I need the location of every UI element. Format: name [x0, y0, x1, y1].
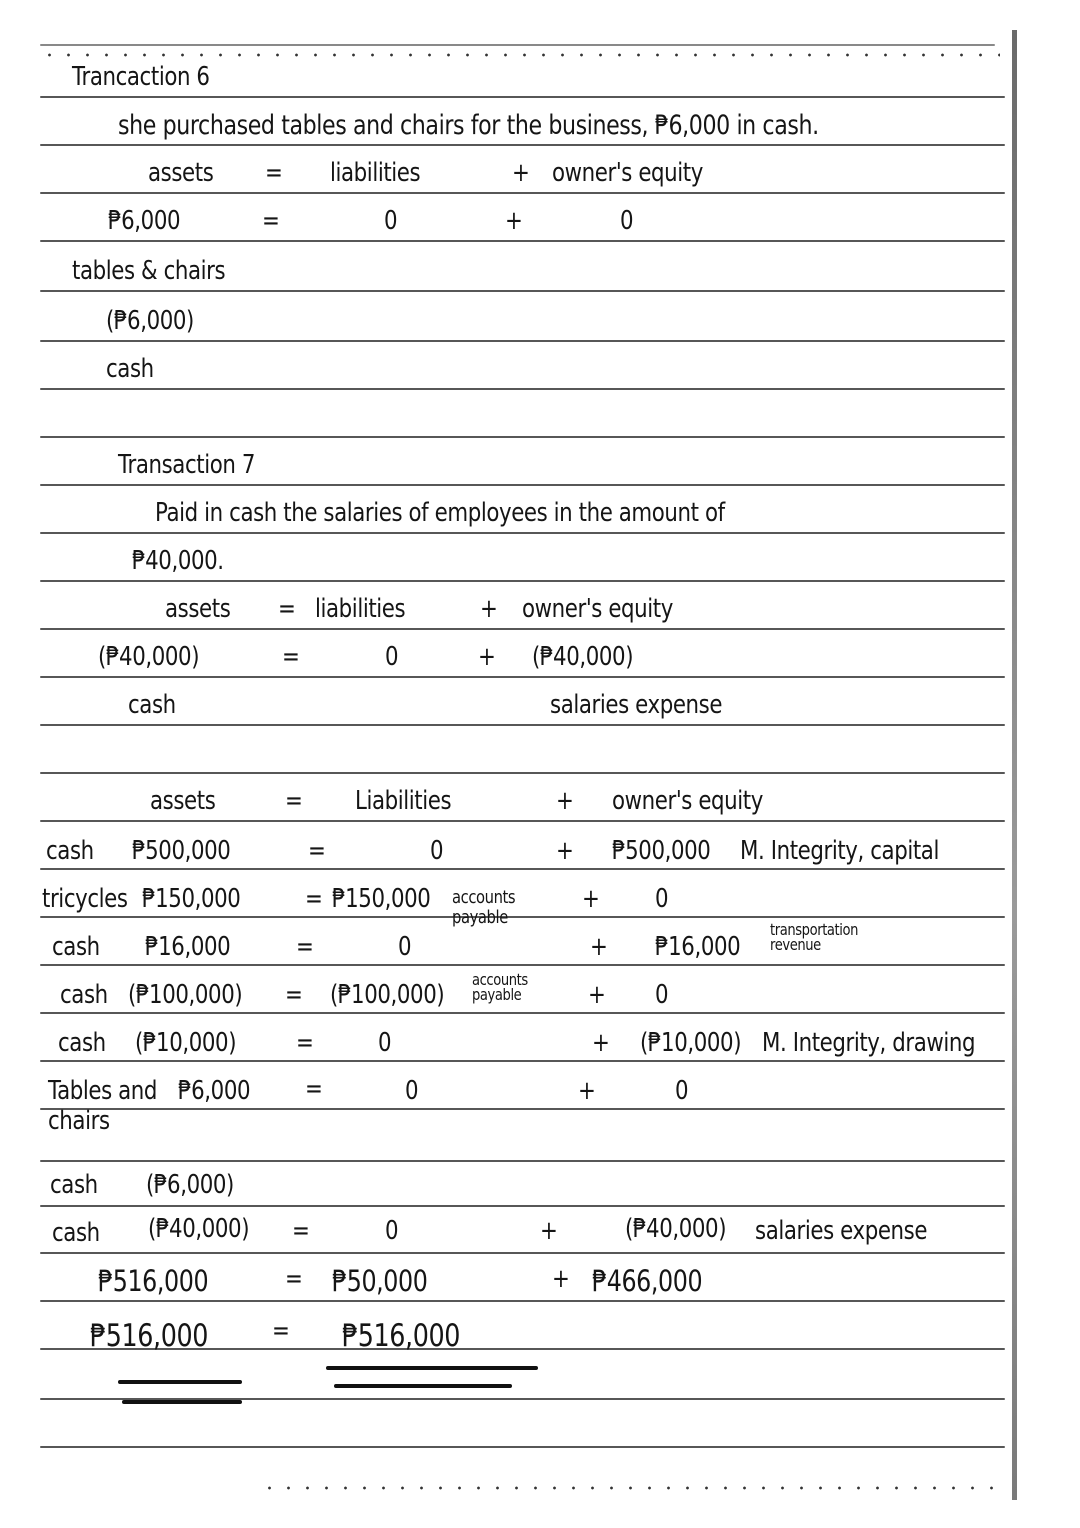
assets-heading: assets	[165, 594, 231, 624]
assets-value: (₱10,000)	[135, 1028, 237, 1058]
transaction-6-description: she purchased tables and chairs for the business, ₱6,000 in cash.	[118, 110, 819, 141]
liabilities-value: ₱150,000	[332, 884, 431, 914]
total-owners-equity: ₱466,000	[592, 1264, 703, 1298]
assets-value: (₱40,000)	[148, 1214, 250, 1244]
notebook-spine	[1012, 30, 1017, 1500]
assets-value: (₱100,000)	[128, 980, 243, 1010]
ruled-line	[40, 96, 1005, 98]
plus-sign: +	[592, 1028, 610, 1058]
equity-value: 0	[620, 206, 634, 236]
liabilities-value: 0	[398, 932, 412, 962]
account-label: cash	[52, 1218, 100, 1248]
ruled-line	[40, 1012, 1005, 1014]
equals-sign: =	[305, 1074, 323, 1104]
ruled-line	[40, 144, 1005, 146]
ruled-line	[40, 820, 1005, 822]
equals-sign: =	[296, 932, 314, 962]
double-underline	[334, 1384, 512, 1388]
ruled-line	[40, 724, 1005, 726]
equals-sign: =	[296, 1028, 314, 1058]
double-underline	[118, 1380, 242, 1384]
assets-value: ₱150,000	[142, 884, 241, 914]
equity-value: (₱40,000)	[625, 1214, 727, 1244]
ruled-line	[40, 772, 1005, 774]
equity-account-label: salaries expense	[550, 690, 723, 720]
equity-account-note: transportation revenue	[770, 920, 859, 954]
owners-equity-heading: owner's equity	[522, 594, 673, 624]
perforation-bottom	[260, 1485, 1000, 1491]
equity-value: (₱10,000)	[640, 1028, 742, 1058]
ruled-line	[40, 532, 1005, 534]
liabilities-heading: liabilities	[330, 158, 421, 188]
assets-value: ₱16,000	[145, 932, 231, 962]
assets-value: ₱6,000	[108, 206, 181, 236]
plus-sign: +	[582, 884, 600, 914]
ruled-line	[40, 340, 1005, 342]
account-label: cash	[46, 836, 94, 866]
assets-value: (₱40,000)	[98, 642, 200, 672]
ruled-line	[40, 676, 1005, 678]
balance-check-assets: ₱516,000	[90, 1318, 209, 1354]
plus-sign: +	[512, 158, 530, 188]
perforation-top	[40, 52, 1000, 58]
liabilities-account-note: accounts payable	[472, 970, 528, 1004]
equity-account-note: M. Integrity, capital	[740, 836, 939, 866]
equals-sign: =	[282, 642, 300, 672]
assets-value: (₱6,000)	[106, 306, 194, 336]
liabilities-account-note: accounts payable	[452, 887, 516, 928]
ruled-line	[40, 240, 1005, 242]
liabilities-value: 0	[385, 1216, 399, 1246]
account-label: cash	[50, 1170, 98, 1200]
account-label: tricycles	[42, 884, 128, 914]
equity-value: 0	[655, 884, 669, 914]
equals-sign: =	[308, 836, 326, 866]
transaction-6-title: Trancaction 6	[72, 62, 210, 92]
equity-value: 0	[675, 1076, 689, 1106]
owners-equity-heading: owner's equity	[552, 158, 703, 188]
asset-account-label: cash	[106, 354, 154, 384]
ruled-line	[40, 580, 1005, 582]
total-assets: ₱516,000	[98, 1264, 209, 1298]
equals-sign: =	[285, 1264, 303, 1294]
account-label: cash	[58, 1028, 106, 1058]
ruled-line	[40, 388, 1005, 390]
ruled-line	[40, 192, 1005, 194]
equity-value: ₱16,000	[655, 932, 741, 962]
equity-value: (₱40,000)	[532, 642, 634, 672]
double-underline	[326, 1366, 538, 1370]
liabilities-heading: Liabilities	[355, 786, 452, 816]
liabilities-value: 0	[430, 836, 444, 866]
liabilities-value: 0	[384, 206, 398, 236]
transaction-7-title: Transaction 7	[118, 450, 255, 480]
ruled-line	[40, 44, 995, 46]
total-liabilities: ₱50,000	[332, 1264, 428, 1298]
equity-value: 0	[655, 980, 669, 1010]
equals-sign: =	[265, 158, 283, 188]
balance-check-liabilities-equity: ₱516,000	[342, 1318, 461, 1354]
plus-sign: +	[480, 594, 498, 624]
equity-value: ₱500,000	[612, 836, 711, 866]
ruled-line	[40, 1060, 1005, 1062]
ruled-line	[40, 1300, 1005, 1302]
plus-sign: +	[556, 786, 574, 816]
plus-sign: +	[588, 980, 606, 1010]
ruled-line	[40, 1205, 1005, 1207]
equals-sign: =	[285, 980, 303, 1010]
liabilities-value: (₱100,000)	[330, 980, 445, 1010]
plus-sign: +	[478, 642, 496, 672]
equals-sign: =	[292, 1216, 310, 1246]
assets-value: ₱500,000	[132, 836, 231, 866]
plus-sign: +	[556, 836, 574, 866]
ruled-line	[40, 1446, 1005, 1448]
ruled-line	[40, 964, 1005, 966]
equity-account-note: salaries expense	[755, 1216, 928, 1246]
transaction-7-amount: ₱40,000.	[132, 546, 224, 576]
ruled-line	[40, 1252, 1005, 1254]
plus-sign: +	[540, 1216, 558, 1246]
owners-equity-heading: owner's equity	[612, 786, 763, 816]
equals-sign: =	[272, 1316, 290, 1346]
ruled-line	[40, 436, 1005, 438]
equals-sign: =	[262, 206, 280, 236]
ruled-line	[40, 484, 1005, 486]
assets-value: ₱6,000	[178, 1076, 251, 1106]
plus-sign: +	[578, 1076, 596, 1106]
double-underline	[122, 1400, 242, 1404]
ruled-line	[40, 628, 1005, 630]
ruled-line	[40, 1108, 1005, 1110]
asset-account-label: tables & chairs	[72, 256, 226, 286]
assets-value: (₱6,000)	[146, 1170, 234, 1200]
equals-sign: =	[305, 884, 323, 914]
equals-sign: =	[285, 786, 303, 816]
plus-sign: +	[590, 932, 608, 962]
plus-sign: +	[552, 1264, 570, 1294]
account-label: cash	[52, 932, 100, 962]
liabilities-heading: liabilities	[315, 594, 406, 624]
liabilities-value: 0	[405, 1076, 419, 1106]
liabilities-value: 0	[378, 1028, 392, 1058]
ruled-line	[40, 868, 1005, 870]
transaction-7-description: Paid in cash the salaries of employees in the amount of	[155, 498, 725, 528]
assets-heading: assets	[148, 158, 214, 188]
account-label: Tables and chairs	[48, 1076, 158, 1136]
asset-account-label: cash	[128, 690, 176, 720]
ruled-line	[40, 290, 1005, 292]
ruled-line	[40, 1160, 1005, 1162]
assets-heading: assets	[150, 786, 216, 816]
equals-sign: =	[278, 594, 296, 624]
liabilities-value: 0	[385, 642, 399, 672]
account-label: cash	[60, 980, 108, 1010]
plus-sign: +	[505, 206, 523, 236]
equity-account-note: M. Integrity, drawing	[762, 1028, 976, 1058]
